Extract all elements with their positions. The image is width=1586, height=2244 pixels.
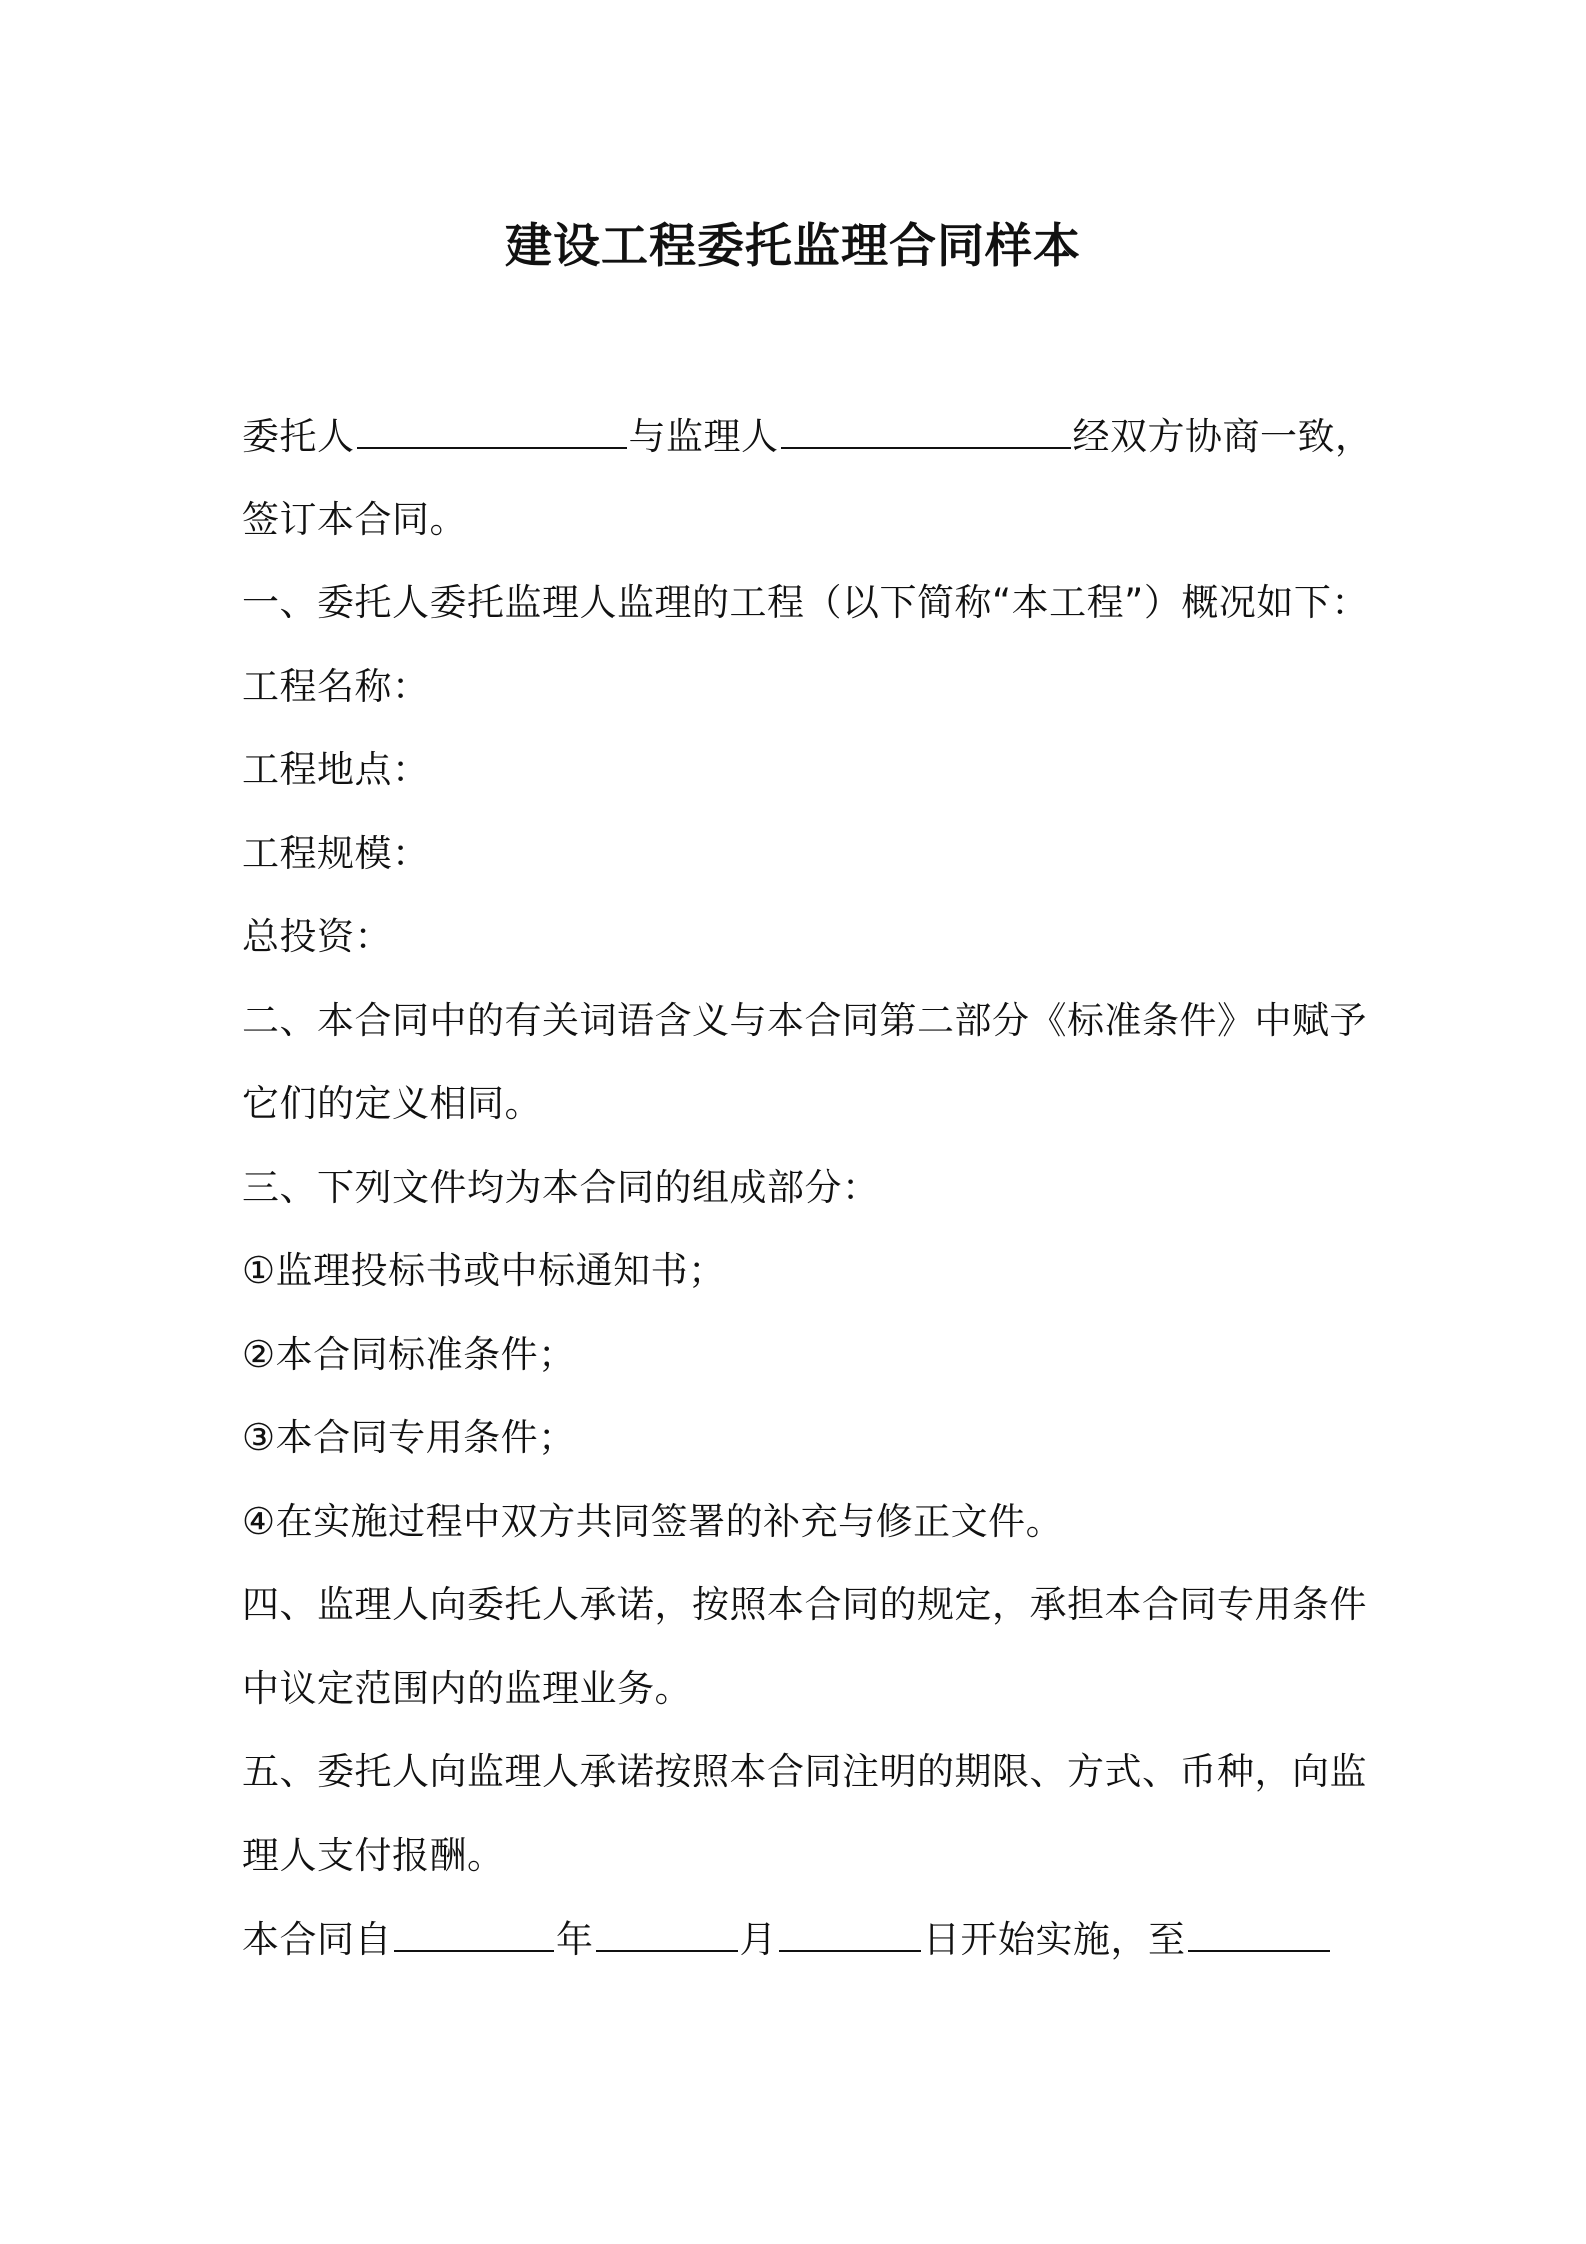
term-prefix: 本合同自 [242, 1918, 392, 1961]
clause-3-item-2: ②本合同标准条件； [242, 1332, 576, 1376]
clause-5-line-2: 理人支付报酬。 [242, 1833, 505, 1877]
year-blank [394, 1904, 554, 1952]
end-date-blank [1188, 1904, 1330, 1952]
project-name-label: 工程名称： [242, 664, 430, 708]
opening-continuation: 签订本合同。 [242, 497, 467, 541]
opening-line [242, 401, 1373, 485]
document-body [242, 401, 1373, 1988]
agreement-text: 经双方协商一致， [1072, 415, 1373, 458]
party-b-label: 与监理人 [628, 415, 779, 458]
clause-3-item-1: ①监理投标书或中标通知书； [242, 1249, 726, 1292]
clause-2-line-2: 它们的定义相同。 [242, 1082, 542, 1125]
month-blank [596, 1904, 738, 1952]
clause-3-item-4: ④在实施过程中双方共同签署的补充与修正文件。 [242, 1499, 1064, 1543]
clause-3-item-3: ③本合同专用条件； [242, 1416, 576, 1459]
clause-3-heading: 三、下列文件均为本合同的组成部分： [242, 1165, 880, 1209]
term-line [242, 1904, 1362, 1988]
party-a-blank [357, 401, 627, 449]
project-location-label: 工程地点： [242, 748, 430, 791]
day-blank [779, 1904, 921, 1952]
clause-2-line-1: 二、本合同中的有关词语含义与本合同第二部分《标准条件》中赋予 [242, 998, 1367, 1042]
clause-4-line-1: 四、监理人向委托人承诺，按照本合同的规定，承担本合同专用条件 [242, 1583, 1367, 1626]
clause-1-heading: 一、委托人委托监理人监理的工程（以下简称“本工程”）概况如下： [242, 581, 1369, 624]
month-label: 月 [739, 1918, 777, 1961]
year-label: 年 [556, 1918, 594, 1961]
clause-4-line-2: 中议定范围内的监理业务。 [242, 1666, 692, 1710]
total-investment-label: 总投资： [242, 915, 392, 958]
party-b-blank [781, 401, 1071, 449]
document-title: 建设工程委托监理合同样本 [505, 219, 1081, 274]
project-scale-label: 工程规模： [242, 831, 430, 875]
party-a-label: 委托人 [242, 415, 355, 458]
clause-5-line-1: 五、委托人向监理人承诺按照本合同注明的期限、方式、币种，向监 [242, 1750, 1367, 1793]
day-start-label: 日开始实施，至 [923, 1918, 1186, 1961]
